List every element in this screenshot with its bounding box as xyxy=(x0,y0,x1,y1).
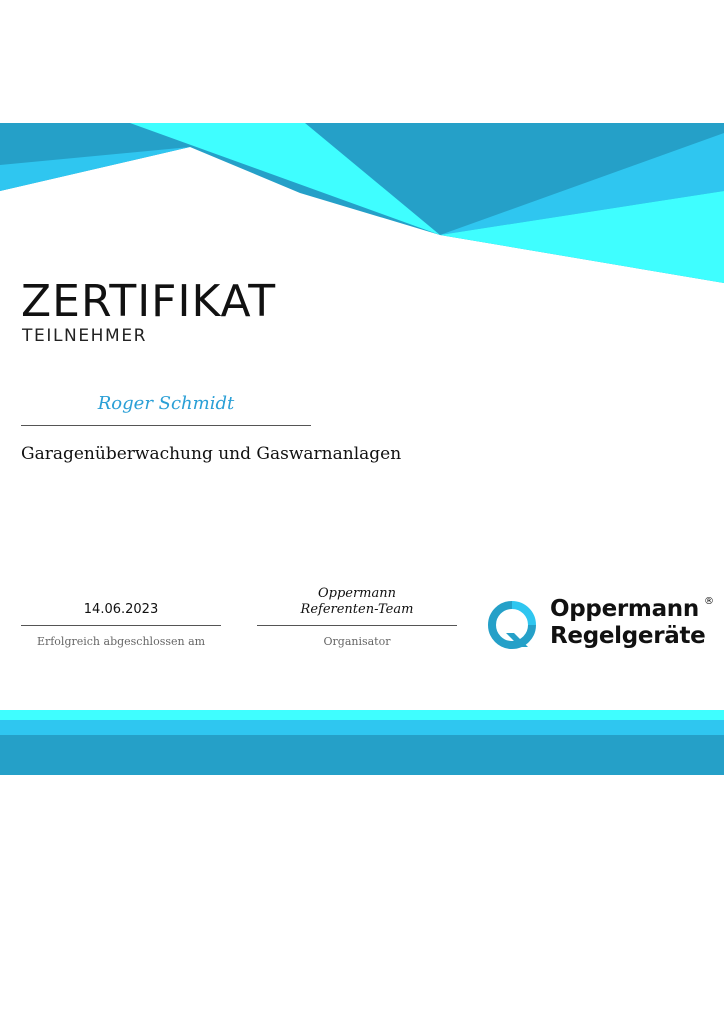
organizer-name-line1: Oppermann xyxy=(317,586,397,601)
top-decorative-banner xyxy=(0,123,724,283)
oppermann-logo-icon xyxy=(486,599,538,651)
logo-line1: Oppermann xyxy=(550,596,699,622)
certificate-subtitle: TEILNEHMER xyxy=(22,326,148,346)
organizer-name-line2: Referenten-Team xyxy=(300,602,414,617)
logo-wordmark xyxy=(550,596,705,650)
bottom-decorative-banner xyxy=(0,710,724,775)
date-caption: Erfolgreich abgeschlossen am xyxy=(36,635,206,648)
logo-line2: Regelgeräte xyxy=(550,623,706,649)
organizer-signature-line xyxy=(257,625,457,626)
participant-name: Roger Schmidt xyxy=(97,393,235,414)
completion-date: 14.06.2023 xyxy=(83,602,159,617)
name-underline xyxy=(21,425,311,426)
certificate-title: ZERTIFIKAT xyxy=(21,276,277,327)
date-signature-line xyxy=(21,625,221,626)
course-title: Garagenüberwachung und Gaswarnanlagen xyxy=(21,444,402,464)
organizer-name xyxy=(257,586,457,618)
organizer-caption: Organisator xyxy=(323,635,391,648)
registered-mark: ® xyxy=(704,596,714,607)
company-logo xyxy=(486,596,716,656)
